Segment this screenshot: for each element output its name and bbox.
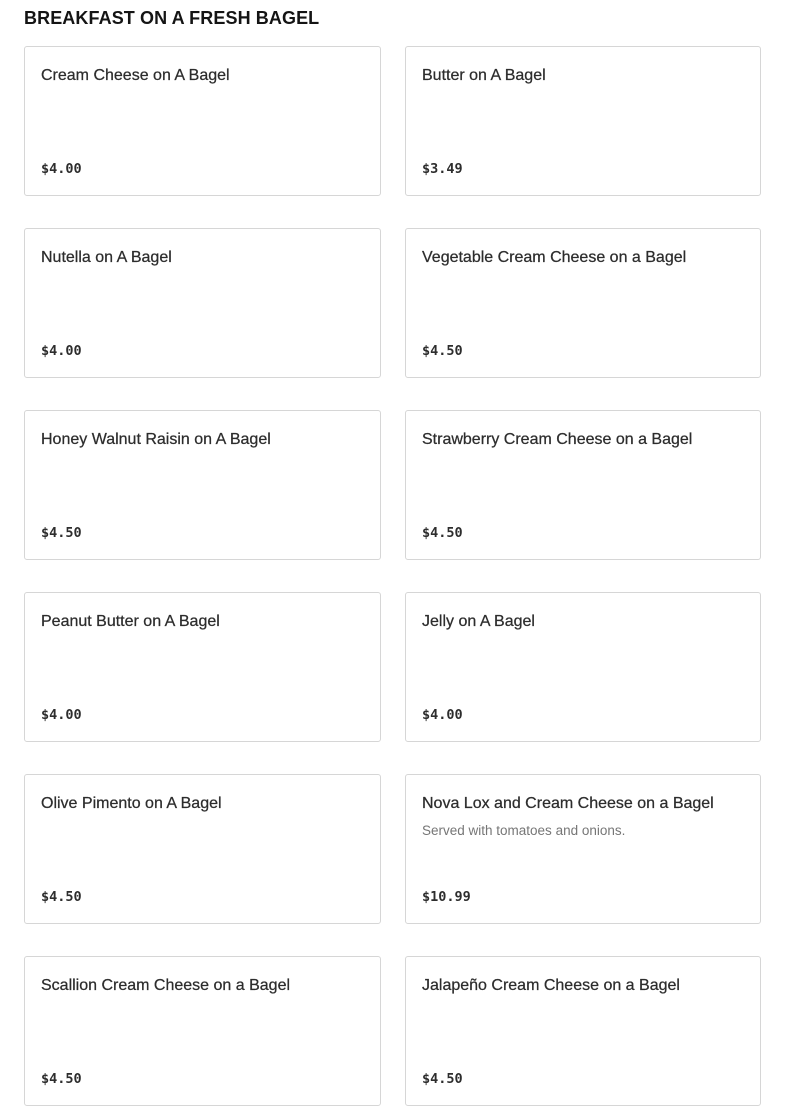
menu-item-card-honey-walnut-raisin[interactable] (24, 410, 381, 560)
menu-item-name: Olive Pimento on A Bagel (41, 795, 222, 812)
menu-item-price: $4.00 (41, 707, 82, 723)
menu-item-card-nova-lox[interactable] (405, 774, 761, 924)
menu-item-name: Peanut Butter on A Bagel (41, 613, 220, 630)
menu-item-card-jelly[interactable] (405, 592, 761, 742)
menu-item-price: $10.99 (422, 889, 471, 905)
menu-item-name: Nutella on A Bagel (41, 249, 172, 266)
menu-item-name: Jelly on A Bagel (422, 613, 535, 630)
menu-item-price: $4.50 (422, 525, 463, 541)
menu-item-grid (24, 46, 761, 1106)
menu-item-name: Scallion Cream Cheese on a Bagel (41, 977, 291, 994)
menu-item-name: Jalapeño Cream Cheese on a Bagel (422, 977, 680, 994)
menu-item-price: $4.50 (422, 343, 463, 359)
menu-item-price: $4.00 (41, 343, 82, 359)
menu-item-card-olive-pimento[interactable] (24, 774, 381, 924)
menu-item-price: $4.00 (41, 161, 82, 177)
menu-item-price: $4.50 (41, 525, 82, 541)
menu-item-card-cream-cheese[interactable] (24, 46, 381, 196)
menu-item-card-peanut-butter[interactable] (24, 592, 381, 742)
menu-item-name: Vegetable Cream Cheese on a Bagel (422, 249, 687, 266)
menu-item-card-jalapeno-cream-cheese[interactable] (405, 956, 761, 1106)
menu-item-card-butter[interactable] (405, 46, 761, 196)
menu-item-card-strawberry-cream-cheese[interactable] (405, 410, 761, 560)
section-title: BREAKFAST ON A FRESH BAGEL (24, 8, 320, 28)
menu-item-name: Strawberry Cream Cheese on a Bagel (422, 431, 693, 448)
menu-item-price: $3.49 (422, 161, 463, 177)
menu-item-card-scallion-cream-cheese[interactable] (24, 956, 381, 1106)
menu-item-name: Cream Cheese on A Bagel (41, 67, 230, 84)
menu-item-price: $4.00 (422, 707, 463, 723)
menu-item-name: Nova Lox and Cream Cheese on a Bagel (422, 795, 714, 812)
menu-item-name: Butter on A Bagel (422, 67, 546, 84)
menu-item-name: Honey Walnut Raisin on A Bagel (41, 431, 271, 448)
menu-item-card-nutella[interactable] (24, 228, 381, 378)
menu-item-card-vegetable-cream-cheese[interactable] (405, 228, 761, 378)
menu-item-price: $4.50 (41, 889, 82, 905)
menu-item-price: $4.50 (422, 1071, 463, 1087)
menu-item-description: Served with tomatoes and onions. (422, 823, 626, 838)
menu-item-price: $4.50 (41, 1071, 82, 1087)
